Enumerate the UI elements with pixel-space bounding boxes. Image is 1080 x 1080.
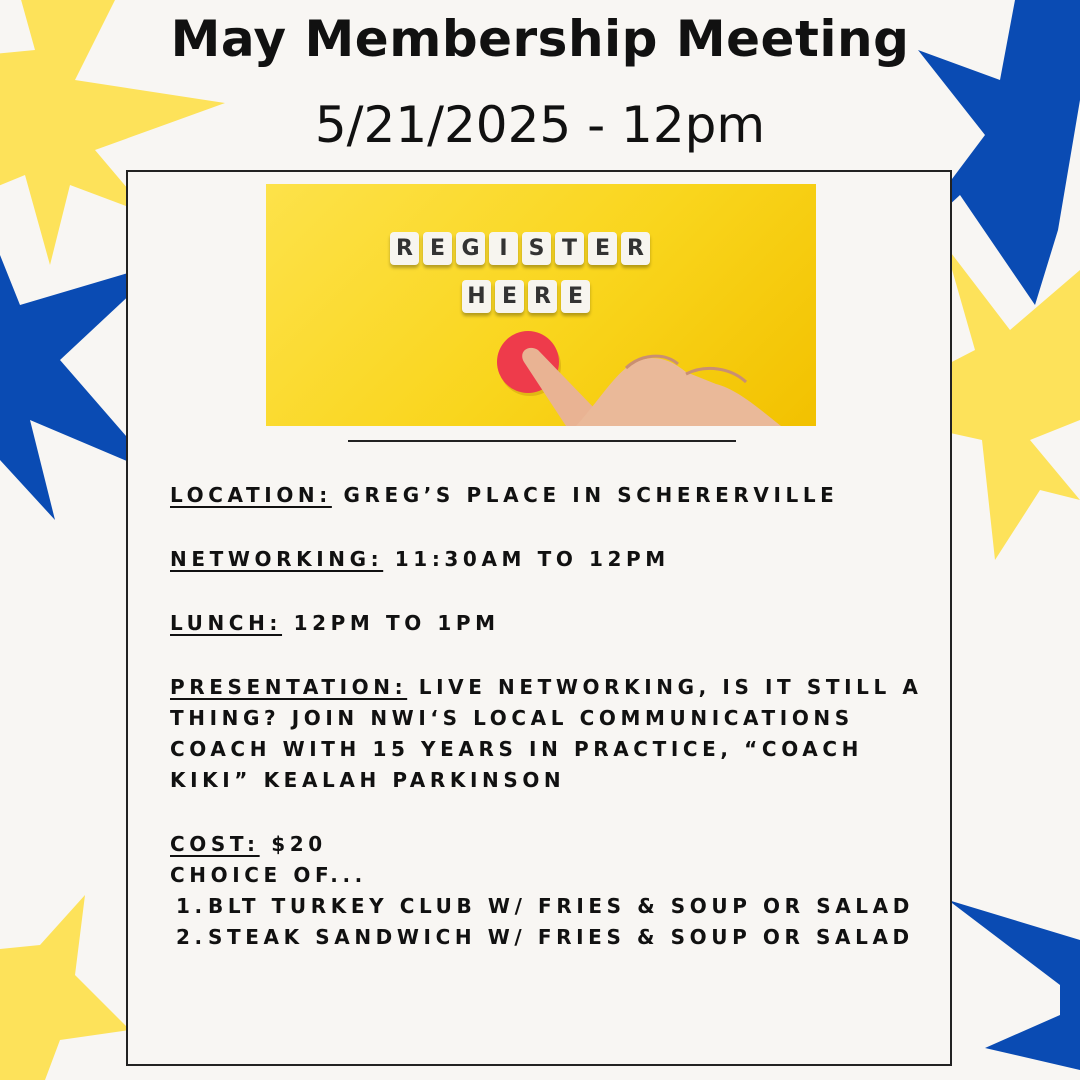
lunch-line (170, 608, 950, 639)
letter-tile: I (489, 232, 518, 265)
location-line (170, 480, 950, 511)
letter-tile: R (528, 280, 557, 313)
letter-tile: E (561, 280, 590, 313)
letter-tile: E (495, 280, 524, 313)
blue-starburst-bottom-right (948, 900, 1080, 1070)
cost-line (170, 829, 950, 860)
divider-line (348, 440, 736, 442)
letter-tile: G (456, 232, 485, 265)
letter-tile: R (390, 232, 419, 265)
cost-value: $20 (271, 832, 327, 856)
choice-intro: CHOICE OF... (170, 863, 367, 887)
letter-tile: T (555, 232, 584, 265)
letter-tile: E (588, 232, 617, 265)
yellow-starburst-bottom-left (0, 895, 130, 1080)
presentation-label: PRESENTATION: (170, 675, 408, 699)
networking-label: NETWORKING: (170, 547, 384, 571)
menu-list (170, 891, 950, 953)
menu-item (170, 891, 950, 922)
letter-tile: R (621, 232, 650, 265)
letter-tile: E (423, 232, 452, 265)
lunch-label: LUNCH: (170, 611, 283, 635)
event-card (126, 170, 952, 1066)
letter-tile: H (462, 280, 491, 313)
menu-item-number: 1. (176, 894, 207, 918)
meeting-date-time: 5/21/2025 - 12pm (314, 96, 766, 154)
register-tiles (390, 232, 650, 265)
menu-item-text: STEAK SANDWICH W/ FRIES & SOUP OR SALAD (208, 925, 914, 949)
menu-item-number: 2. (176, 925, 207, 949)
menu-item (170, 922, 950, 953)
letter-tile: S (522, 232, 551, 265)
meeting-title: May Membership Meeting (170, 10, 910, 68)
presentation-line (170, 672, 950, 796)
register-here-image[interactable] (266, 184, 816, 426)
networking-value: 11:30AM TO 12PM (394, 547, 670, 571)
menu-item-text: BLT TURKEY CLUB W/ FRIES & SOUP OR SALAD (208, 894, 914, 918)
networking-line (170, 544, 950, 575)
event-details (170, 480, 950, 953)
lunch-value: 12PM TO 1PM (293, 611, 500, 635)
cost-label: COST: (170, 832, 260, 856)
presentation-value: LIVE NETWORKING, IS IT STILL A THING? JOIN NWI‘S LOCAL COMMUNICATIONS COACH WITH 15 YEARS IN PRACTICE, “COACH KIKI” KEALAH PARKINSON (170, 675, 923, 792)
location-label: LOCATION: (170, 483, 332, 507)
location-value: GREG’S PLACE IN SCHERERVILLE (343, 483, 839, 507)
here-tiles (462, 280, 590, 313)
